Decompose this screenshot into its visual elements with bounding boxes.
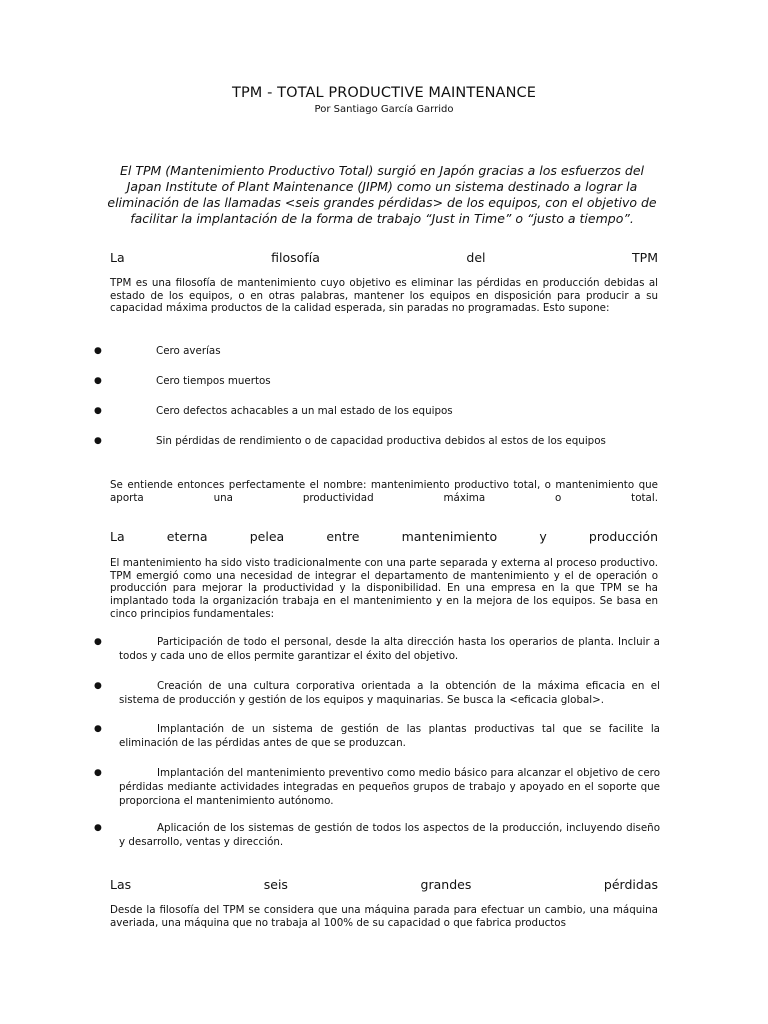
list-item: ● Aplicación de los sistemas de gestión de todos los aspectos de la producción, incluyendo diseño y desarrollo, ventas y dirección. xyxy=(94,822,660,848)
section1-closing: Se entiende entonces perfectamente el nombre: mantenimiento productivo total, o mantenimiento que aporta una productividad máxima o total. xyxy=(110,479,658,504)
list-item: ● Implantación de un sistema de gestión de las plantas productivas tal que se facilite la eliminación de las pérdidas antes de que se produzcan. xyxy=(94,723,660,749)
list-item: ● Participación de todo el personal, desde la alta dirección hasta los operarios de planta. Incluir a todos y cada uno de ellos permite garantizar el éxito del objetivo. xyxy=(94,636,660,662)
bullet-icon: ● xyxy=(94,681,102,691)
bullet-icon: ● xyxy=(94,436,102,446)
bullet-icon: ● xyxy=(94,406,102,416)
section-heading-pelea: La eterna pelea entre mantenimiento y producción xyxy=(110,529,658,544)
section3-paragraph: Desde la filosofía del TPM se considera que una máquina parada para efectuar un cambio, una máquina averiada, una máquina que no trabaja al 100% de su capacidad o que fabrica productos xyxy=(110,904,658,929)
bullet-icon: ● xyxy=(94,637,102,647)
list-item: ● Creación de una cultura corporativa orientada a la obtención de la máxima eficacia en el sistema de producción y gestión de los equipos y maquinarias. Se busca la <eficacia global>. xyxy=(94,680,660,706)
list-item: ● Implantación del mantenimiento preventivo como medio básico para alcanzar el objetivo de cero pérdidas mediante actividades integradas en pequeños grupos de trabajo y apoyado en el soporte que proporciona el mantenimiento autónomo. xyxy=(94,767,660,807)
section1-paragraph: TPM es una filosofía de mantenimiento cuyo objetivo es eliminar las pérdidas en producción debidas al estado de los equipos, o en otras palabras, mantener los equipos en disposición para producir a su capacidad máxima productos de la calidad esperada, sin paradas no programadas. Esto supone: xyxy=(110,277,658,315)
section2-paragraph: El mantenimiento ha sido visto tradicionalmente con una parte separada y externa al proceso productivo. TPM emergió como una necesidad de integrar el departamento de mantenimiento y el de operación o producción para mejorar la productividad y la disponibilidad. En una empresa en la que TPM se ha implantado toda la organización trabaja en el mantenimiento y en la mejora de los equipos. Se basa en cinco principios fundamentales: xyxy=(110,557,658,620)
author-byline: Por Santiago García Garrido xyxy=(314,104,454,115)
section-heading-perdidas: Las seis grandes pérdidas xyxy=(110,877,658,892)
bullet-icon: ● xyxy=(94,346,102,356)
section-heading-filosofia: La filosofía del TPM xyxy=(110,250,658,265)
bullet-icon: ● xyxy=(94,724,102,734)
bullet-icon: ● xyxy=(94,376,102,386)
document-title: TPM - TOTAL PRODUCTIVE MAINTENANCE xyxy=(232,85,536,101)
bullet-icon: ● xyxy=(94,823,102,833)
document-page: TPM - TOTAL PRODUCTIVE MAINTENANCE Por Santiago García Garrido El TPM (Mantenimiento Productivo Total) surgió en Japón gracias a los esfuerzos del Japan Institute of Plant Maintenance (JIPM) como un sistema destinado a lograr la eliminación de las llamadas <seis grandes pérdidas> de los equipos, con el objetivo de facilitar la implantación de la forma de trabajo “Just in Time” o “justo a tiempo”. La filosofía del TPM TPM es una filosofía de mantenimiento cuyo objetivo es eliminar las pérdidas en producción debidas al estado de los equipos, o en otras palabras, mantener los equipos en disposición para producir a su capacidad máxima productos de la calidad esperada, sin paradas no programadas. Esto supone: ● Cero averías ● Cero tiempos muertos ● Cero defectos achacables a un mal estado de los equipos ● Sin pérdidas de rendimiento o de capacidad productiva debidos al estos de los equipos Se entiende entonces perfectamente el nombre: mantenimiento productivo total, o mantenimiento que aporta una productividad máxima o total. La eterna pelea entre mantenimiento y producción El mantenimiento ha sido visto tradicionalmente con una parte separada y externa al proceso productivo. TPM emergió como una necesidad de integrar el departamento de mantenimiento y el de operación o producción para mejorar la productividad y la disponibilidad. En una empresa en la que TPM se ha implantado toda la organización trabaja en el mantenimiento y en la mejora de los equipos. Se basa en cinco principios fundamentales: ● Participación de todo el personal, desde la alta dirección hasta los operarios de planta. Incluir a todos y cada uno de ellos permite garantizar el éxito del objetivo. ● Creación de una cultura corporativa orientada a la obtención de la máxima eficacia en el sistema de producción y gestión de los equipos y maquinarias. Se busca la <eficacia global>. ● Implantación de un sistema de gestión de las plantas productivas tal que se facilite la eliminación de las pérdidas antes de que se produzcan. ● Implantación del mantenimiento preventivo como medio básico para alcanzar el objetivo de cero pérdidas mediante actividades integradas en pequeños grupos de trabajo y apoyado en el soporte que proporciona el mantenimiento autónomo. ● Aplicación de los sistemas de gestión de todos los aspectos de la producción, incluyendo diseño y desarrollo, ventas y dirección. Las seis grandes pérdidas Desde la filosofía del TPM se considera que una máquina parada para efectuar un cambio, una máquina averiada, una máquina que no trabaja al 100% de su capacidad o que fabrica productos xyxy=(0,0,768,1024)
intro-paragraph: El TPM (Mantenimiento Productivo Total) surgió en Japón gracias a los esfuerzos del Japan Institute of Plant Maintenance (JIPM) como un sistema destinado a lograr la eliminación de las llamadas <seis grandes pérdidas> de los equipos, con el objetivo de facilitar la implantación de la forma de trabajo “Just in Time” o “justo a tiempo”. xyxy=(107,163,657,226)
bullet-icon: ● xyxy=(94,768,102,778)
